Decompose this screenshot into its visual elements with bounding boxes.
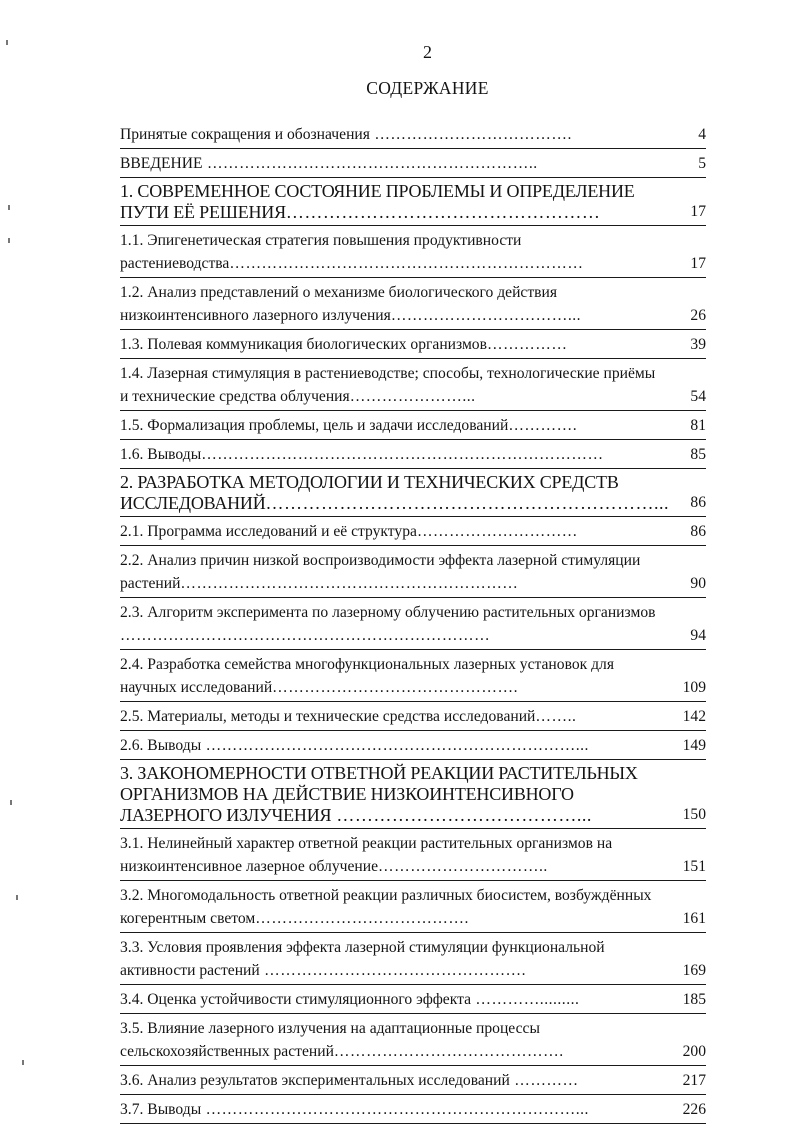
toc-entry-leader: …….. [535,708,577,725]
toc-entry-leader: …………………………………... [331,805,592,825]
toc-entry-title: 2. РАЗРАБОТКА МЕТОДОЛОГИИ И ТЕХНИЧЕСКИХ СРЕДСТВ ИССЛЕДОВАНИЙ [120,472,619,513]
toc-entry [120,120,706,149]
toc-entry-page: 86 [690,523,706,540]
toc-entry-page: 94 [690,627,706,644]
toc-entry-title: 3.7. Выводы [120,1101,202,1118]
toc-entry-leader: …………......... [471,991,580,1008]
toc-entry [120,985,706,1014]
toc-entry-title: 3.3. Условия проявления эффекта лазерной стимуляции функциональной активности растений [120,939,605,979]
toc-entry-leader: ……………………………... [390,307,582,324]
toc-entry-title: 1. СОВРЕМЕННОЕ СОСТОЯНИЕ ПРОБЛЕМЫ И ОПРЕДЕЛЕНИЕ ПУТИ ЕЁ РЕШЕНИЯ [120,181,635,222]
toc-entry-leader: ………………………………………. [272,679,518,696]
toc-entry-title: 2.3. Алгоритм эксперимента по лазерному облучению растительных организмов [120,604,656,621]
toc-entry [120,517,706,546]
toc-entry-page: 39 [690,336,706,353]
toc-entry-title: Принятые сокращения и обозначения [120,126,370,143]
toc-entry-title: 1.1. Эпигенетическая стратегия повышения продуктивности растениеводства [120,232,522,272]
toc-entry [120,731,706,760]
toc-entry [120,278,706,330]
toc-entry-page: 185 [682,991,706,1008]
toc-entry-title: 2.5. Материалы, методы и технические средства исследований [120,708,536,725]
toc-entry-leader: ………………………………………………………………… [201,446,604,463]
scan-mark [6,40,8,45]
toc-entry-page: 217 [682,1072,706,1089]
toc-entry-title: 3.5. Влияние лазерного излучения на адаптационные процессы сельскохозяйственных растений [120,1020,540,1060]
toc-entry-title: 2.1. Программа исследований и её структура [120,523,417,540]
toc-chapter-entry [120,178,706,226]
toc-entry [120,650,706,702]
scan-mark [10,800,12,805]
toc-entry-leader: …………………………………. [255,910,469,927]
toc-entry-leader: …………………………………………………….. [202,155,538,172]
toc-entry-title: 3.4. Оценка устойчивости стимуляционного эффекта [120,991,472,1008]
toc-entry [120,933,706,985]
toc-entry [120,829,706,881]
toc-entry-title: 1.6. Выводы [120,446,202,463]
toc-entry-page: 226 [682,1101,706,1118]
page-number: 2 [423,42,432,62]
toc-entry-page: 109 [682,679,706,696]
toc-entry-leader: ………… [509,1072,579,1089]
toc-entry-page: 85 [690,446,706,463]
toc-entry-leader: …………… [486,336,568,353]
toc-entry-leader: ……………………………………. [333,1043,564,1060]
toc-entry [120,881,706,933]
toc-entry-page: 5 [698,155,706,172]
toc-entry-title: 1.5. Формализация проблемы, цель и задачи исследований [120,417,509,434]
toc-chapter-entry [120,469,706,517]
toc-chapter-entry [120,760,706,829]
toc-entry-page: 26 [690,307,706,324]
toc-entry-leader: ………………………………………………………… [229,255,584,272]
toc-entry-page: 81 [690,417,706,434]
toc-entry-title: 1.2. Анализ представлений о механизме биологического действия низкоинтенсивного лазерного излучения [120,284,558,324]
toc-entry [120,359,706,411]
toc-entry-title: 3.6. Анализ результатов экспериментальных исследований [120,1072,510,1089]
toc-entry-page: 200 [682,1043,706,1060]
toc-entry-title: 1.4. Лазерная стимуляция в растениеводстве; способы, технологические приёмы и технические средства облучения [120,365,656,405]
toc-entry-page: 86 [690,494,706,511]
toc-entry-page: 161 [682,910,706,927]
toc-entry-leader: ………………………… [416,523,578,540]
toc-entry-page: 4 [698,126,706,143]
toc-entry-leader: ………………………………………………………... [265,493,670,513]
toc-entry [120,1066,706,1095]
toc-entry [120,440,706,469]
toc-entry-leader: …………………………………………. [259,962,527,979]
toc-entry-title: 3.2. Многомодальность ответной реакции различных биосистем, возбуждённых когерентным светом [120,887,652,927]
toc-entry-page: 54 [690,388,706,405]
toc-entry-leader: …………………... [349,388,476,405]
toc-entry [120,411,706,440]
toc-entry-page: 169 [682,962,706,979]
toc-entry-page: 151 [682,858,706,875]
scan-mark [8,205,10,210]
toc-entry-page: 149 [682,737,706,754]
toc-entry-leader: ………………………………. [369,126,572,143]
toc-entry [120,702,706,731]
toc-entry-leader: …………………………………………… [285,202,601,222]
scan-mark [8,238,10,243]
toc-entry-page: 17 [690,203,706,220]
toc-entry-page: 150 [682,806,706,823]
toc-entry-leader: …………. [508,417,578,434]
toc-entry [120,1014,706,1066]
toc-entry-title: 1.3. Полевая коммуникация биологических организмов [120,336,487,353]
toc-entry [120,1095,706,1124]
toc-entry [120,149,706,178]
toc-entry [120,598,706,650]
toc-entry-leader: ………………………….. [378,858,548,875]
toc-entry-title: 2.4. Разработка семейства многофункциональных лазерных установок для научных исследований [120,656,614,696]
toc-entry-leader: …………………………………………………………… [120,627,491,644]
toc-entry-page: 17 [690,255,706,272]
table-of-contents [120,120,706,1124]
page-title: СОДЕРЖАНИЕ [366,78,489,98]
toc-entry [120,226,706,278]
toc-entry [120,546,706,598]
toc-entry [120,330,706,359]
scan-mark [22,1060,24,1065]
toc-entry-title: 3. ЗАКОНОМЕРНОСТИ ОТВЕТНОЙ РЕАКЦИИ РАСТИТЕЛЬНЫХ ОРГАНИЗМОВ НА ДЕЙСТВИЕ НИЗКОИНТЕНСИВНОГО ЛАЗЕРНОГО ИЗЛУЧЕНИЯ [120,763,638,825]
toc-entry-leader: ……………………………………………………………... [201,1101,589,1118]
scan-mark [16,895,18,900]
toc-entry-leader: ……………………………………………………………... [201,737,589,754]
toc-entry-title: 3.1. Нелинейный характер ответной реакции растительных организмов на низкоинтенсивное лазерное облучение [120,835,613,875]
toc-entry-title: 2.6. Выводы [120,737,202,754]
toc-entry-leader: ……………………………………………………… [180,575,519,592]
toc-entry-title: ВВЕДЕНИЕ [120,155,203,172]
toc-entry-title: 2.2. Анализ причин низкой воспроизводимости эффекта лазерной стимуляции растений [120,552,641,592]
toc-entry-page: 142 [682,708,706,725]
toc-entry-page: 90 [690,575,706,592]
